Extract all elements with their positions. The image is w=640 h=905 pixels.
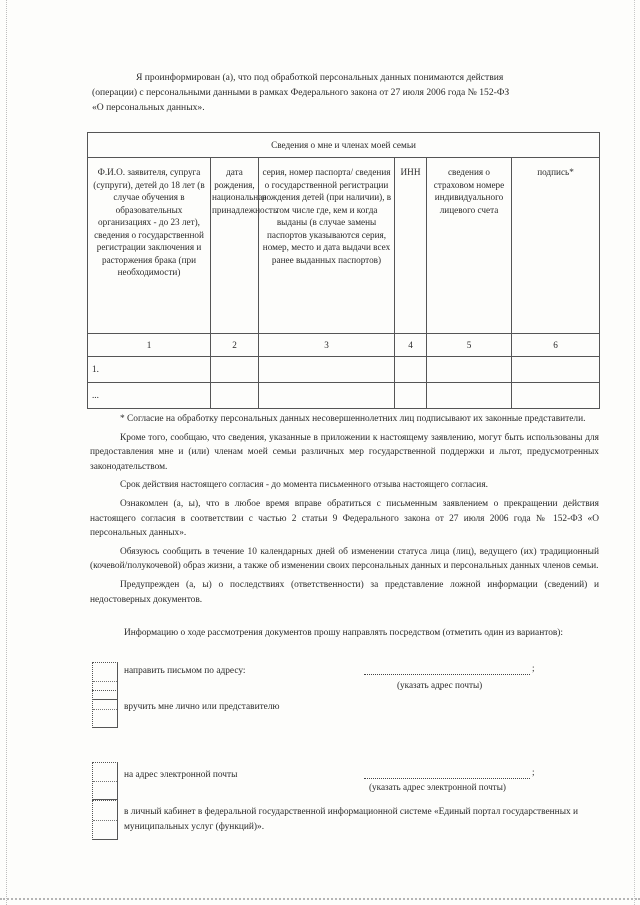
col-number: 3: [259, 334, 395, 357]
intro-line-1: Я проинформирован (а), что под обработкой персональных данных понимаются действия: [136, 72, 504, 83]
option-portal: [92, 800, 598, 842]
scan-bottom-edge: [0, 898, 640, 902]
table-row: [88, 357, 600, 383]
mail-line-end: ;: [532, 663, 535, 673]
col-header-fio: Ф.И.О. заявителя, супруга (супруги), детей до 18 лет (в случае обучения в образовательных организациях - до 23 лет), сведения о государственной регистрации заключения и расторжения брака (при необходимости): [88, 158, 211, 334]
col-header-signature: подпись*: [512, 158, 600, 334]
option-portal-label: в личный кабинет в федеральной государственной информационной системе «Единый портал государственных и муниципальных услуг (функций)».: [124, 807, 579, 832]
table-cell[interactable]: [427, 357, 512, 383]
table-cell[interactable]: [211, 383, 259, 409]
note-status-change: Обязуюсь сообщить в течение 10 календарных дней об изменении статуса лица (лиц), ведущего (их) традиционный (кочевой/полукочевой) образ жизни, а также об изменении своих персональных данных и персональных данных членов семьи.: [90, 546, 599, 572]
mail-address-hint: (указать адрес почты): [397, 680, 483, 690]
table-title: Сведения о мне и членах моей семьи: [88, 133, 600, 158]
table-cell[interactable]: [259, 357, 395, 383]
option-email-label: на адрес электронной почты: [124, 770, 238, 780]
row-number[interactable]: ...: [88, 383, 211, 409]
table-cell[interactable]: [259, 383, 395, 409]
note-liability: Предупрежден (а, ы) о последствиях (ответственности) за представление ложной информации (сведений) и недостоверных документов.: [90, 579, 599, 605]
option-mail-label: направить письмом по адресу:: [124, 666, 246, 676]
info-delivery-heading: Информацию о ходе рассмотрения документов прошу направлять посредством (отметить один из вариантов):: [124, 628, 564, 638]
family-info-table: [87, 132, 600, 409]
checkbox-personal[interactable]: [92, 690, 118, 728]
checkbox-email[interactable]: [92, 762, 118, 800]
col-number: 1: [88, 334, 211, 357]
email-address-field[interactable]: [364, 778, 530, 779]
scan-left-edge: [6, 0, 8, 905]
table-cell[interactable]: [211, 357, 259, 383]
col-number: 4: [395, 334, 427, 357]
note-minors-consent: * Согласие на обработку персональных данных несовершеннолетних лиц подписывают их законные представители.: [120, 414, 586, 424]
table-cell[interactable]: [512, 357, 600, 383]
note-consent-term: Срок действия настоящего согласия - до момента письменного отзыва настоящего согласия.: [120, 480, 488, 491]
table-row: [88, 383, 600, 409]
table-cell[interactable]: [427, 383, 512, 409]
scan-right-edge: [634, 0, 636, 905]
intro-line-3: «О персональных данных».: [92, 102, 205, 113]
note-data-usage: Кроме того, сообщаю, что сведения, указанные в приложении к настоящему заявлению, могут быть использованы для предоставления мне и (или) членам моей семьи различных мер государственной поддержки и льгот, предусмотренных законодательством.: [90, 432, 599, 472]
row-number[interactable]: 1.: [88, 357, 211, 383]
email-address-hint: (указать адрес электронной почты): [369, 782, 506, 792]
intro-paragraph: [92, 70, 598, 115]
option-personal-label: вручить мне лично или представителю: [124, 702, 280, 712]
col-header-passport: серия, номер паспорта/ сведения о государственной регистрации рождения детей (при наличии), в том числе где, кем и когда выданы (в случае замены паспортов указываются серия, номер, место и дата выдачи всех ранее выданных паспортов): [259, 158, 395, 334]
col-header-inn: ИНН: [395, 158, 427, 334]
option-personal: [92, 690, 598, 730]
intro-line-2: (операции) с персональными данными в рамках Федерального закона от 27 июля 2006 года № 152-ФЗ: [92, 87, 510, 98]
table-cell[interactable]: [395, 383, 427, 409]
col-header-snils: сведения о страховом номере индивидуального лицевого счета: [427, 158, 512, 334]
mail-address-field[interactable]: [364, 674, 530, 675]
note-withdrawal: Ознакомлен (а, ы), что в любое время вправе обратиться с письменным заявлением о прекращении действия настоящего согласия в соответствии с частью 2 статьи 9 Федерального закона от 27 июля 2006 года № 152-ФЗ «О персональных данных».: [90, 498, 599, 539]
col-number: 6: [512, 334, 600, 357]
option-email: [92, 762, 598, 802]
table-cell[interactable]: [512, 383, 600, 409]
col-number: 2: [211, 334, 259, 357]
col-number: 5: [427, 334, 512, 357]
email-line-end: ;: [532, 767, 535, 777]
checkbox-portal[interactable]: [92, 800, 118, 840]
col-header-birthdate: дата рождения, национальная принадлежность: [211, 158, 259, 334]
notes-section: [90, 412, 599, 611]
table-cell[interactable]: [395, 357, 427, 383]
